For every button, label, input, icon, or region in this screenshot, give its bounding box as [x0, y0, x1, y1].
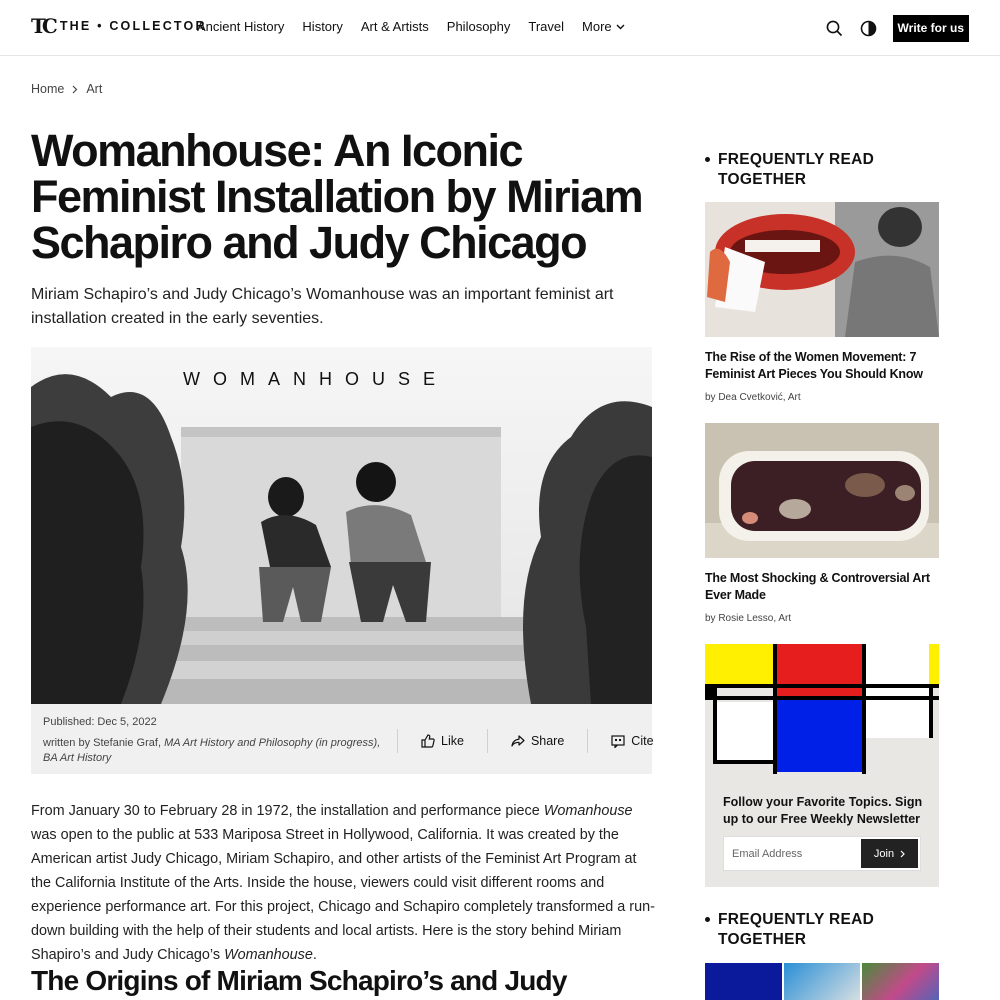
- hero-image: [31, 347, 652, 704]
- newsletter-box: [705, 644, 939, 887]
- nav-more-label: More: [582, 19, 612, 34]
- newsletter-form: [723, 836, 921, 871]
- thumbs-up-icon: [421, 734, 435, 748]
- card-image-shocking-art[interactable]: [705, 423, 939, 558]
- newsletter-illustration: [705, 644, 939, 774]
- breadcrumb-art[interactable]: Art: [86, 82, 103, 96]
- author-name[interactable]: written by Stefanie Graf,: [43, 737, 161, 749]
- sidebar-heading: FREQUENTLY READ TOGETHER: [705, 910, 935, 950]
- search-button[interactable]: [825, 14, 845, 42]
- body-text-3: .: [312, 947, 317, 963]
- theme-toggle-button[interactable]: [859, 14, 879, 42]
- body-emphasis-1: Womanhouse: [543, 803, 633, 819]
- thumbnail-image[interactable]: [784, 963, 861, 1000]
- card-image-women-movement[interactable]: [705, 202, 939, 337]
- nav-travel[interactable]: Travel: [528, 19, 565, 34]
- breadcrumb: [31, 82, 102, 96]
- thumbnail-image[interactable]: [705, 963, 782, 1000]
- newsletter-text: Follow your Favorite Topics. Sign up to our Free Weekly Newsletter: [723, 795, 923, 826]
- main-nav: [197, 19, 643, 34]
- site-header: [0, 0, 1000, 56]
- article-actions: [397, 729, 677, 753]
- chevron-right-icon: [900, 850, 905, 858]
- site-logo[interactable]: [31, 16, 207, 36]
- email-field[interactable]: [724, 839, 860, 869]
- cite-button[interactable]: [587, 729, 676, 753]
- nav-art-artists[interactable]: Art & Artists: [360, 19, 429, 34]
- thumbnail-image[interactable]: [862, 963, 939, 1000]
- nav-history[interactable]: History: [302, 19, 343, 34]
- chevron-right-icon: [72, 85, 78, 94]
- body-text-1: From January 30 to February 28 in 1972, the installation and performance piece: [31, 803, 544, 819]
- nav-more[interactable]: [582, 19, 625, 34]
- breadcrumb-home[interactable]: Home: [31, 82, 65, 96]
- card-byline: by Dea Cvetković, Art: [705, 392, 801, 403]
- logo-text: THE • COLLECTOR: [59, 19, 207, 33]
- section-heading: The Origins of Miriam Schapiro’s and Judy: [31, 965, 567, 996]
- card-image-2: [705, 423, 939, 558]
- quote-icon: [611, 735, 625, 748]
- body-emphasis-2: Womanhouse: [224, 947, 313, 963]
- join-button[interactable]: [861, 839, 918, 868]
- like-label: Like: [441, 734, 464, 748]
- published-date: Published: Dec 5, 2022: [43, 716, 157, 728]
- sidebar-heading: FREQUENTLY READ TOGETHER: [705, 150, 935, 190]
- article-meta: [31, 704, 652, 774]
- contrast-icon: [860, 20, 877, 37]
- card-title-shocking-art[interactable]: The Most Shocking & Controversial Art Ever Made: [705, 571, 930, 602]
- chevron-down-icon: [616, 24, 625, 30]
- nav-philosophy[interactable]: Philosophy: [446, 19, 511, 34]
- cite-label: Cite: [631, 734, 654, 748]
- author-line: [43, 736, 383, 766]
- like-button[interactable]: [397, 729, 487, 753]
- share-icon: [511, 735, 525, 747]
- nav-ancient-history[interactable]: Ancient History: [197, 19, 285, 34]
- article-title: Womanhouse: An Iconic Feminist Installation by Miriam Schapiro and Judy Chicago: [31, 125, 643, 268]
- card-image-1: [705, 202, 939, 337]
- article-lede: Miriam Schapiro’s and Judy Chicago’s Womanhouse was an important feminist art installation created in the early seventies.: [31, 286, 614, 327]
- share-label: Share: [530, 734, 565, 748]
- write-for-us-button[interactable]: Write for us: [893, 15, 969, 42]
- logo-mark: TC: [31, 14, 54, 38]
- header-actions: [825, 14, 969, 42]
- search-icon: [826, 20, 843, 37]
- author-credentials: MA Art History and Philosophy (in progress), BA Art History: [43, 737, 381, 764]
- share-button[interactable]: [487, 729, 587, 753]
- sidebar-thumbnails: [705, 963, 939, 1000]
- body-text-2: was open to the public at 533 Mariposa Street in Hollywood, California. It was created by the American artist Judy Chicago, Miriam Schapiro, and other artists of the Feminist Art Program at the California Institute of the Arts. Inside the house, viewers could visit different rooms and experience performance art. For this project, Chicago and Schapiro completely transformed a run-down building with the help of their students and local artists. Here is the story behind Miriam Shapiro’s and Judy Chicago’s: [31, 827, 655, 963]
- join-label: Join: [873, 847, 895, 860]
- hero-caption: WOMANHOUSE: [183, 369, 448, 389]
- card-title-women-movement[interactable]: The Rise of the Women Movement: 7 Feminist Art Pieces You Should Know: [705, 350, 923, 381]
- card-byline: by Rosie Lesso, Art: [705, 613, 792, 624]
- article-body-paragraph: [31, 799, 656, 967]
- hero-photo: [31, 347, 652, 704]
